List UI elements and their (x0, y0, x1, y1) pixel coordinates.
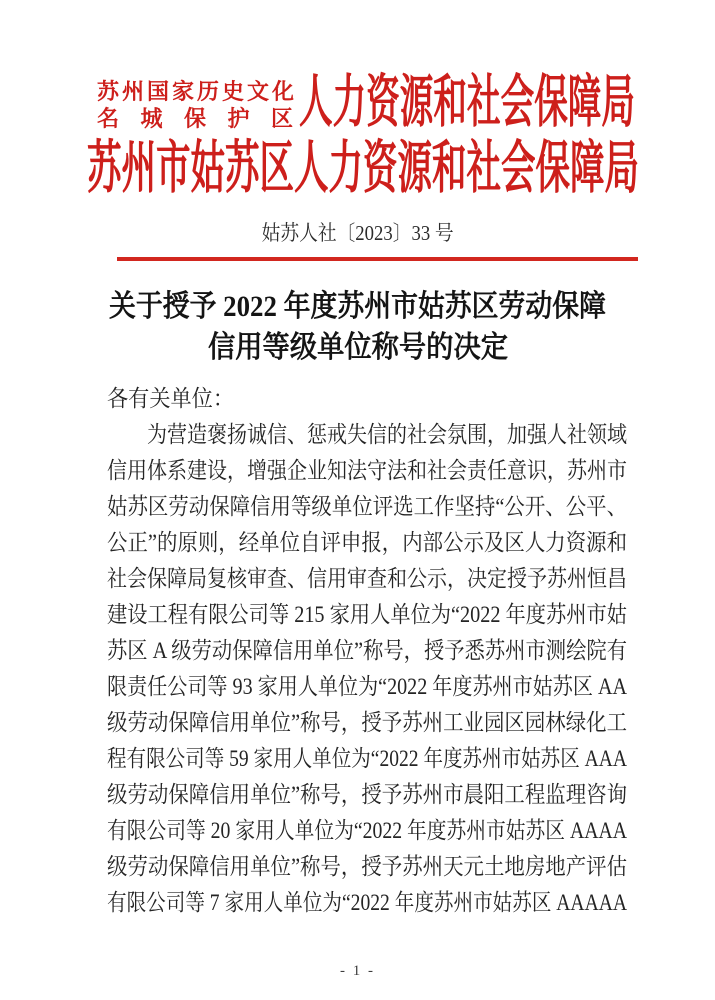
letterhead-bureau-line1 (299, 72, 715, 134)
body-line (107, 741, 627, 777)
body-line-text: 公正”的原则，经单位自评申报，内部公示及区人力资源和 (107, 530, 628, 555)
body-line-text: 程有限公司等 59 家用人单位为“2022 年度苏州市姑苏区 AAA (107, 746, 627, 771)
body-line-text: 苏区 A 级劳动保障信用单位”称号，授予悉苏州市测绘院有 (107, 638, 628, 663)
body-line-text: 有限公司等 7 家用人单位为“2022 年度苏州市姑苏区 AAAAA (107, 890, 628, 915)
body-line (107, 633, 627, 669)
salutation: 各有关单位： (107, 386, 235, 411)
footer-row (0, 963, 715, 980)
title-row-1 (0, 286, 715, 327)
body-text (107, 381, 627, 921)
letterhead-district-name (97, 78, 315, 132)
body-line-text: 级劳动保障信用单位”称号，授予苏州市晨阳工程监理咨询 (107, 782, 628, 807)
body-line (107, 705, 627, 741)
district-name-line1: 苏州国家历史文化 (97, 79, 298, 104)
body-line-text: 限责任公司等 93 家用人单位为“2022 年度苏州市姑苏区 AA (107, 674, 627, 699)
body-line-text: 姑苏区劳动保障信用等级单位评选工作坚持“公开、公平、 (107, 494, 628, 519)
body-line (107, 669, 627, 705)
page-number: - 1 - (340, 963, 375, 979)
body-line (107, 777, 627, 813)
body-line (107, 417, 627, 453)
body-line (107, 453, 627, 489)
doc-number-row (0, 217, 715, 247)
red-divider-line (117, 257, 638, 261)
body-line (107, 561, 627, 597)
bureau-name-line1-text: 人力资源和社会保障局 (299, 71, 636, 134)
body-line-text: 建设工程有限公司等 215 家用人单位为“2022 年度苏州市姑 (107, 602, 627, 627)
body-line-text: 为营造褒扬诚信、惩戒失信的社会氛围，加强人社领域 (107, 422, 628, 447)
bureau-name-line2-text: 苏州市姑苏区人力资源和社会保障局 (87, 137, 640, 200)
body-paragraph-lines (107, 417, 627, 921)
title-row-2 (0, 327, 715, 368)
salutation-line (107, 381, 627, 417)
title-line1: 关于授予 2022 年度苏州市姑苏区劳动保障 (108, 290, 607, 323)
letterhead-bureau-line2 (87, 138, 715, 200)
body-line (107, 813, 627, 849)
body-line (107, 525, 627, 561)
body-line (107, 885, 627, 921)
body-line (107, 849, 627, 885)
body-line-text: 有限公司等 20 家用人单位为“2022 年度苏州市姑苏区 AAAA (107, 818, 628, 843)
document-title (0, 286, 715, 368)
title-line2: 信用等级单位称号的决定 (207, 331, 508, 364)
body-line-text: 社会保障局复核审查、信用审查和公示，决定授予苏州恒昌 (107, 566, 628, 591)
district-name-line2: 名城保护区 (97, 106, 315, 131)
body-line-text: 信用体系建设，增强企业知法守法和社会责任意识，苏州市 (107, 458, 628, 483)
body-line (107, 597, 627, 633)
body-line (107, 489, 627, 525)
body-line-text: 级劳动保障信用单位”称号，授予苏州工业园区园林绿化工 (107, 710, 628, 735)
doc-number: 姑苏人社〔2023〕33 号 (261, 221, 454, 245)
body-line-text: 级劳动保障信用单位”称号，授予苏州天元土地房地产评估 (107, 854, 628, 879)
